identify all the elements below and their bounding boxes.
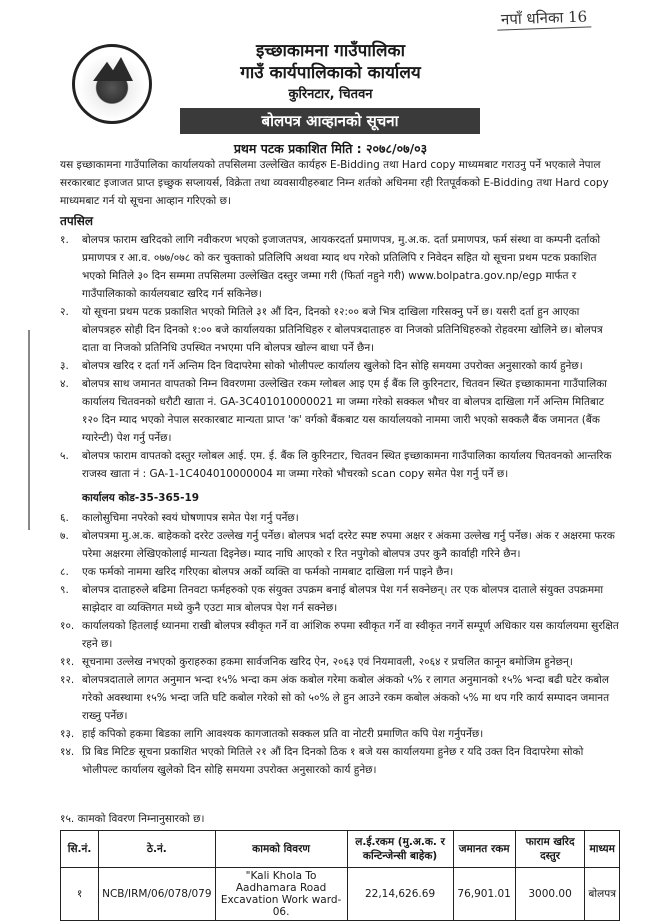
list-item: १४. प्रि बिड मिटिङ सूचना प्रकाशित भएको मितिले २१ औं दिन दिनको ठिक १ बजे यस कार्यालयमा हुनेछ र यदि उक्त दिन विदापरेमा सोको भोलीपल्ट कार्यालय खुलेको दिन सोहि समयमा उपरोक्त अनुसारको कार्य हुनेछ। [60,746,584,776]
list-item: ८. एक फर्मको नाममा खरिद गरिएका बोलपत्र अर्को व्यक्ति वा फर्मको नामबाट दाखिला गर्न पाइने छैन। [60,566,454,578]
table-header: ल.ई.रकम (मु.अ.क. र कन्टिन्जेन्सी बाहेक) [347,831,453,868]
office-address: कुरिनटार, चितवन [288,87,373,102]
table-header: माध्यम [585,831,620,868]
margin-rule [28,330,30,530]
intro-paragraph: यस इच्छाकामना गाउँपालिका कार्यालयको तपसिलमा उल्लेखित कार्यहरु E-Bidding तथा Hard copy माध्यमबाट गराउनु पर्ने भएकाले नेपाल सरकारबाट इजाजत प्राप्त इच्छुक सप्लायर्स, विक्रेता तथा व्यवसायीहरुबाट निम्न शर्तको अधिनमा रही रितपूर्वकको E-Bidding तथा Hard copy माध्यमबाट गर्न यो सूचना आव्हान गरिएको छ। [60,159,609,207]
list-item: ६. कालोसुचिमा नपरेको स्वयं घोषणापत्र समेत पेश गर्नु पर्नेछ। [60,512,299,524]
table-cell: १ [61,868,99,921]
table-header: ठे.नं. [99,831,215,868]
table-cell: बोलपत्र [585,868,620,921]
handwritten-note: नपाँ धनिका 16 [496,6,591,30]
publication-date: प्रथम पटक प्रकाशित मिति : २०७८/०७/०३ [233,141,428,156]
table-cell: 22,14,626.69 [347,868,453,921]
table-header-row [61,831,620,868]
table-cell: NCB/IRM/06/078/079 [99,868,215,921]
table-header: कामको विवरण [215,831,347,868]
work-details-heading: १५. कामको विवरण निम्नानुसारको छ। [60,813,205,825]
section-title: तपसिल [60,214,94,228]
notice-title: बोलपत्र आव्हानको सूचना [261,112,399,130]
table-header: फाराम खरिद दस्तुर [515,831,585,868]
table-header: सि.नं. [61,831,99,868]
table-cell: 3000.00 [515,868,585,921]
list-item: ९. बोलपत्र दाताहरुले बढिमा तिनवटा फर्महरुको एक संयुक्त उपक्रम बनाई बोलपत्र पेश गर्न सक्नेछन्। तर एक बोलपत्र दाताले संयुक्त उपक्रममा साझेदार वा व्यक्तिगत मध्ये कुनै एउटा मात्र बोलपत्र पेश गर्न सक्नेछ। [60,584,604,614]
table-row [61,868,620,921]
list-item: १. बोलपत्र फाराम खरिदको लागि नवीकरण भएको इजाजतपत्र, आयकरदर्ता प्रमाणपत्र, मु.अ.क. दर्ता प्रमाणपत्र, फर्म संस्था वा कम्पनी दर्ताको प्रमाणपत्र र आ.व. ०७७/०७८ को कर चुक्ताको प्रतिलिपि अथवा म्याद थप गरेको प्रतिलिपि र निवेदन सहित यो सूचना प्रथम पटक प्रकाशित भएको मितिले ३० दिन सम्ममा तपसिलमा उल्लेखित दस्तुर जम्मा गरी (फिर्ता नहुने गरी) www.bolpatra.gov.np/egp मार्फत र गाउँपालिकाको कार्यलयबाट खरिद गर्न सकिनेछ। [60,234,601,300]
list-item: १२. बोलपत्रदाताले लागत अनुमान भन्दा १५% भन्दा कम अंक कबोल गरेमा कबोल अंकको ५% र लागत अनुमानको १५% भन्दा बढी घटेर कबोल गरेको अवस्थामा १५% भन्दा जति घटि कबोल गरेको सो को ५०% ले हुन आउने रकम कबोल अंकको ५% मा थप गरि कार्य सम्पादन जमानत राख्नु पर्नेछ। [60,674,610,722]
work-table [60,830,620,921]
list-item: १०. कार्यालयको हितलाई ध्यानमा राखी बोलपत्र स्वीकृत गर्ने वा आंशिक रुपमा स्वीकृत गर्ने वा स्वीकृत नगर्ने सम्पूर्ण अधिकार यस कार्यालयमा सुरक्षित रहने छ। [60,620,619,650]
list-item: १३. हाई कपिको हकमा बिडका लागि आवश्यक कागजातको सक्कल प्रति वा नोटरी प्रमाणित कपि पेश गर्नुपर्नेछ। [60,728,484,740]
municipality-name: इच्छाकामना गाउँपालिका [255,41,406,61]
office-code: कार्यालय कोड-35-365-19 [82,492,200,504]
notice-title-banner [180,108,480,134]
list-item: ५. बोलपत्र फाराम वापतको दस्तुर ग्लोबल आई. एम. ई. बैंक लि कुरिनटार, चितवन स्थित इच्छाकामना गाउँपालिका कार्यालय चितवनको आन्तरिक राजस्व खाता नं : GA-1-1C404010000004 मा जम्मा गरेको भौचरको scan copy समेत पेश गर्नु पर्ने छ। [60,450,612,480]
list-item: ४. बोलपत्र साथ जमानत वापतको निम्न विवरणमा उल्लेखित रकम ग्लोबल आइ एम ई बैंक लि कुरिनटार, चितवन स्थित इच्छाकामना गाउँपालिका कार्यालय चितवनको धरौटी खाता नं. GA-3C401010000021 मा जम्मा गरेको सक्कल भौचर वा बोलपत्र दाखिला गर्ने अन्तिम मितिबाट १२० दिन म्याद भएको नेपाल सरकारबाट मान्यता प्राप्त 'क' वर्गको बैंकबाट यस कार्यालयको नाममा जारी भएको सक्कलै बैंक जमानत (बैंक ग्यारेन्टी) पेश गर्नु पर्नेछ। [60,378,608,444]
list-item: ११. सूचनामा उल्लेख नभएको कुराहरुका हकमा सार्वजनिक खरिद ऐन, २०६३ एवं नियमावली, २०६४ र प्रचलित कानून बमोजिम हुनेछन्। [60,656,573,668]
list-item: ७. बोलपत्रमा मु.अ.क. बाहेकको दररेट उल्लेख गर्नु पर्नेछ। बोलपत्र भर्दा दररेट स्पष्ट रुपमा अक्षर र अंकमा उल्लेख गर्नु पर्नेछ। अंक र अक्षरमा फरक परेमा अक्षरमा लेखिएकोलाई मान्यता दिइनेछ। म्याद नाघि आएको र रित नपुगेको बोलपत्र उपर कुनै कार्वाही गरिने छैन। [60,530,615,560]
list-item: २. यो सूचना प्रथम पटक प्रकाशित भएको मितिले ३१ औं दिन, दिनको १२:०० बजे भित्र दाखिला गरिसक्नु पर्ने छ। यसरी दर्ता हुन आएका बोलपत्रहरु सोही दिन दिनको १:०० बजे कार्यालयका प्रतिनिधिहरु र बोलपत्रदाताहरु वा निजको प्रतिनिधिहरुको रोहवरमा खोलिने छ। बोलपत्र दाता वा निजको प्रतिनिधि उपस्थित नभएमा पनि बोलपत्र खोल्न बाधा पर्ने छैन। [60,306,603,354]
table-cell: 76,901.01 [453,868,515,921]
notice-body [60,156,620,779]
office-name: गाउँ कार्यपालिकाको कार्यालय [240,63,421,83]
table-cell: "Kali Khola To Aadhamara Road Excavation Work ward-06. [215,868,347,921]
table-header: जमानत रकम [453,831,515,868]
list-item: ३. बोलपत्र खरिद र दर्ता गर्ने अन्तिम दिन विदापरेमा सोको भोलीपल्ट कार्यालय खुलेको दिन सोहि समयमा उपरोक्त अनुसारको कार्य हुनेछ। [60,360,583,372]
